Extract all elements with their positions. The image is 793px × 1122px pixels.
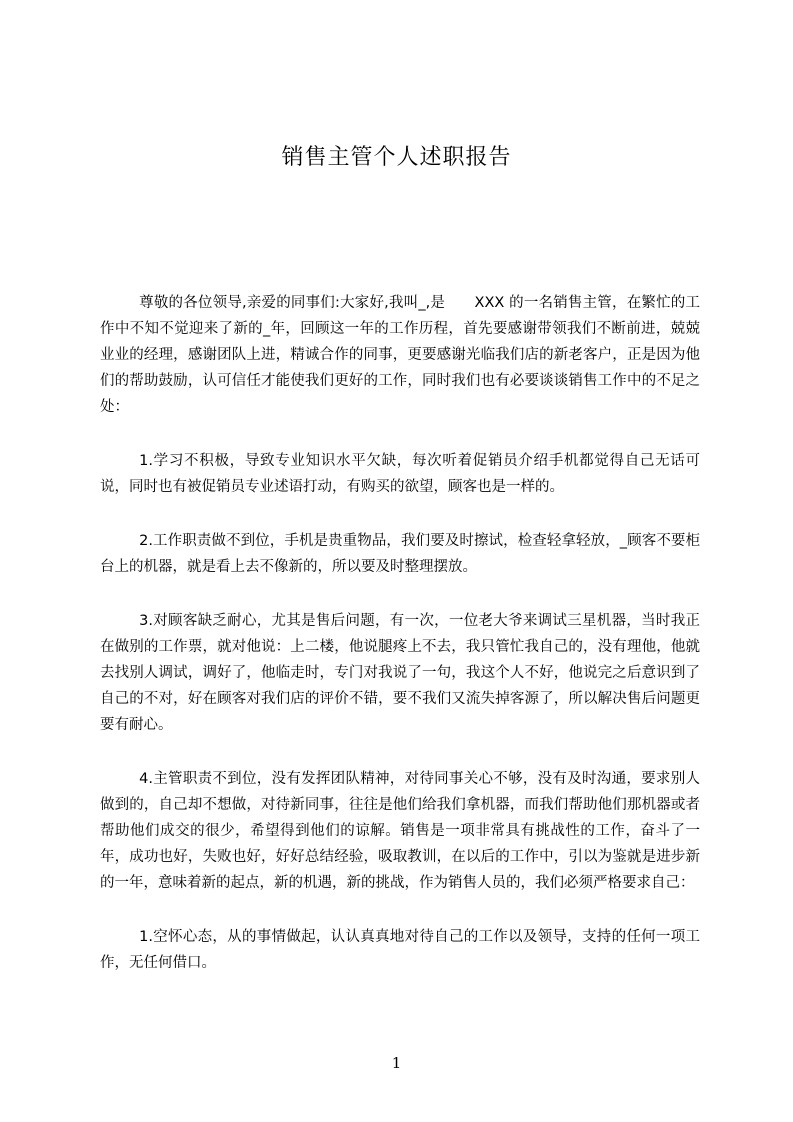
document-body: [100, 290, 700, 1004]
document-title: 销售主管个人述职报告: [281, 145, 512, 170]
paragraph-item-1: 1.学习不积极，导致专业知识水平欠缺，每次听着促销员介绍手机都觉得自己无话可说，同时也有被促销员专业述语打动，有购买的欲望，顾客也是一样的。: [100, 453, 700, 495]
paragraph-greeting: 尊敬的各位领导,亲爱的同事们:大家好,我叫_,是 XXX 的一名销售主管，在繁忙的工作中不知不觉迎来了新的_年，回顾这一年的工作历程，首先要感谢带领我们不断前进，兢兢业业的经理，感谢团队上进，精诚合作的同事，更要感谢光临我们店的新老客户，正是因为他们的帮助鼓励，认可信任才能使我们更好的工作，同时我们也有必要谈谈销售工作中的不足之处：: [100, 295, 700, 415]
paragraph-item-4: 4.主管职责不到位，没有发挥团队精神，对待同事关心不够，没有及时沟通，要求别人做到的，自己却不想做，对待新同事，往往是他们给我们拿机器，而我们帮助他们那机器或者帮助他们成交的很少，希望得到他们的谅解。销售是一项非常具有挑战性的工作，奋斗了一年，成功也好，失败也好，好好总结经验，吸取教训，在以后的工作中，引以为鉴就是进步新的一年，意味着新的起点，新的机遇，新的挑战，作为销售人员的，我们必须严格要求自己：: [100, 771, 700, 891]
paragraph-item-2: 2.工作职责做不到位，手机是贵重物品，我们要及时擦试，检查轻拿轻放，_顾客不要柜台上的机器，就是看上去不像新的，所以要及时整理摆放。: [100, 533, 700, 575]
paragraph-item-3: 3.对顾客缺乏耐心，尤其是售后问题，有一次，一位老大爷来调试三星机器，当时我正在做别的工作票，就对他说：上二楼，他说腿疼上不去，我只管忙我自己的，没有理他，他就去找别人调试，调好了，他临走时，专门对我说了一句，我这个人不好，他说完之后意识到了自己的不对，好在顾客对我们店的评价不错，要不我们又流失掉客源了，所以解决售后问题更要有耐心。: [100, 613, 700, 733]
paragraph-requirement-1: 1.空怀心态，从的事情做起，认认真真地对待自己的工作以及领导，支持的任何一项工作，无任何借口。: [100, 929, 700, 971]
page-number: 1: [391, 1054, 402, 1072]
